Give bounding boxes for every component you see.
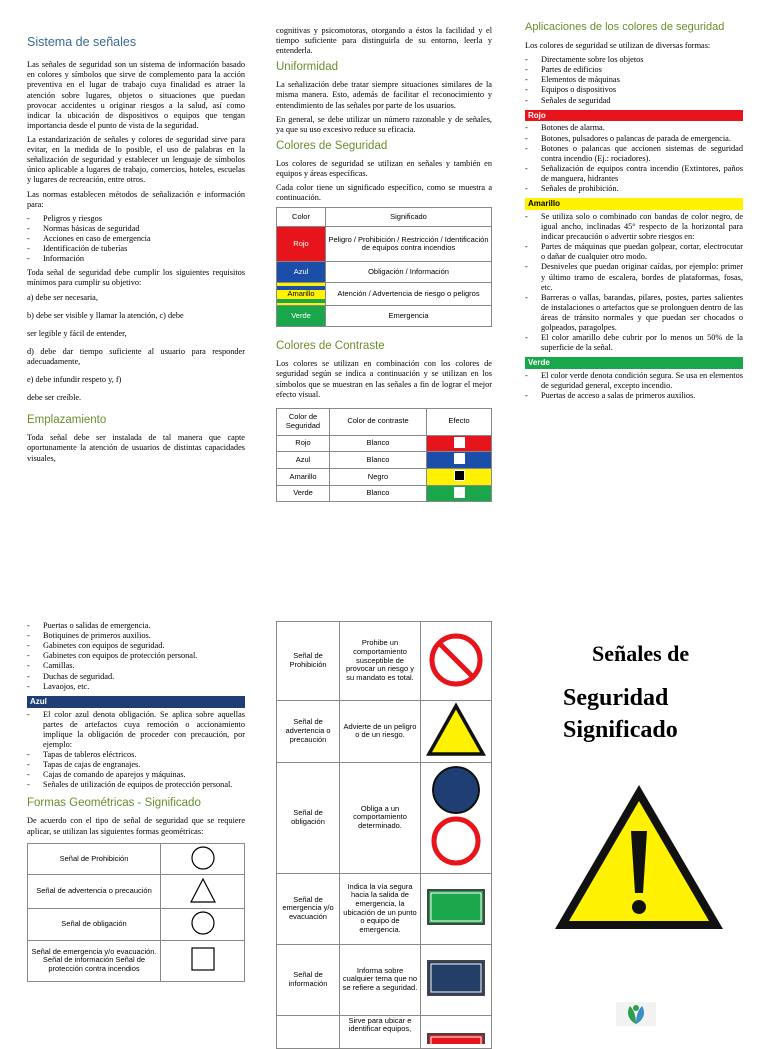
list-item: - Partes de máquinas que puedan golpear, cortar, electrocutar o dañar de cualquier otro modo. bbox=[525, 242, 743, 262]
paragraph: En general, se debe utilizar un número razonable y de señales, ya que su uso excesivo reduce su eficacia. bbox=[276, 114, 492, 134]
requirement: a) debe ser necesaria, bbox=[27, 292, 98, 302]
cover-title-line-2: Seguridad bbox=[563, 685, 669, 711]
list-item: - Lavaojos, etc. bbox=[27, 682, 245, 692]
circle-shape-icon bbox=[188, 845, 218, 871]
list-item: - Elementos de máquinas bbox=[525, 75, 743, 85]
square-icon bbox=[454, 437, 465, 448]
list-item: - Señales de utilización de equipos de protección personal. bbox=[27, 780, 245, 790]
color-heading-red: Rojo bbox=[525, 110, 743, 122]
prohibition-sign-icon bbox=[425, 629, 487, 691]
effect-swatch bbox=[427, 485, 492, 502]
effect-swatch bbox=[427, 452, 492, 469]
sign-icon-cell bbox=[421, 1015, 492, 1048]
square-shape-icon bbox=[188, 944, 218, 974]
color-cell: Rojo bbox=[277, 435, 330, 452]
paragraph: Los colores de seguridad se utilizan en señales y también en equipos y áreas específicas. bbox=[276, 158, 492, 179]
shape-cell bbox=[161, 940, 245, 981]
list-item: - Información bbox=[27, 254, 245, 264]
list-item: - Acciones en caso de emergencia bbox=[27, 234, 245, 244]
effect-swatch bbox=[427, 435, 492, 452]
table-header: Color de Seguridad bbox=[277, 408, 330, 435]
fire-protection-sign-icon bbox=[424, 1030, 488, 1044]
list-item: - Puertas de acceso a salas de primeros auxilios. bbox=[525, 391, 743, 401]
color-cell: Azul bbox=[277, 262, 326, 283]
list-item: - Barreras o vallas, barandas, pilares, postes, partes salientes de instalaciones o artefactos que se prolonguen dentro de las áreas de tránsito normales y que puedan ser chocados o golpeados, paragolpes. bbox=[525, 293, 743, 333]
column-2 bbox=[276, 26, 492, 502]
requirement: e) debe infundir respeto y, f) bbox=[27, 375, 122, 385]
shape-cell bbox=[161, 908, 245, 940]
sign-icon-cell bbox=[421, 701, 492, 763]
sign-name bbox=[277, 1015, 340, 1048]
color-heading-yellow: Amarillo bbox=[525, 198, 743, 210]
section-title: Colores de Contraste bbox=[276, 340, 385, 353]
table-header: Efecto bbox=[427, 408, 492, 435]
list-item: - Señales de prohibición. bbox=[525, 184, 743, 194]
shape-label: Señal de advertencia o precaución bbox=[28, 875, 161, 909]
table-row bbox=[277, 485, 492, 502]
color-cell: Rojo bbox=[277, 227, 326, 262]
list bbox=[525, 212, 743, 354]
section-title: Colores de Seguridad bbox=[276, 139, 388, 152]
cover-title-line-1: Señales de bbox=[592, 641, 690, 666]
leaf-logo-icon bbox=[616, 1002, 656, 1026]
list bbox=[525, 123, 743, 194]
list-item: - Tapas de cajas de engranajes. bbox=[27, 760, 245, 770]
table-row bbox=[277, 227, 492, 262]
shape-cell bbox=[161, 843, 245, 875]
square-icon bbox=[454, 487, 465, 498]
color-heading-blue: Azul bbox=[27, 696, 245, 708]
sign-description: Obliga a un comportamiento determinado. bbox=[340, 762, 421, 873]
contrast-cell: Blanco bbox=[330, 452, 427, 469]
table-row bbox=[277, 1015, 492, 1048]
column-1 bbox=[27, 35, 245, 468]
list-item: - Directamente sobre los objetos bbox=[525, 55, 743, 65]
circle-shape-icon bbox=[188, 910, 218, 936]
square-icon bbox=[454, 453, 465, 464]
sign-description: Sirve para ubicar e identificar equipos, bbox=[340, 1015, 421, 1048]
table-row bbox=[277, 435, 492, 452]
table-row bbox=[277, 452, 492, 469]
shape-label: Señal de emergencia y/o evacuación. Señal de información Señal de protección contra incendios bbox=[28, 940, 161, 981]
column-5 bbox=[276, 621, 492, 1049]
warning-triangle-icon bbox=[425, 702, 487, 758]
requirement: ser legible y fácil de entender, bbox=[27, 328, 127, 338]
contrast-cell: Blanco bbox=[330, 485, 427, 502]
paragraph: cognitivas y psicomotoras, otorgando a éstos la facilidad y el tiempo suficiente para distinguirla de su entorno, leerla y entenderla. bbox=[276, 26, 492, 56]
sign-icon-cell bbox=[421, 622, 492, 701]
paragraph: De acuerdo con el tipo de señal de seguridad que se requiere aplicar, se utilizan las siguientes formas geométricas: bbox=[27, 816, 245, 836]
cover-title-line-3: Significado bbox=[563, 717, 678, 743]
table-row bbox=[277, 469, 492, 486]
list-item: - Gabinetes con equipos de seguridad. bbox=[27, 641, 245, 651]
list-item: - Señalización de equipos contra incendio (Extintores, paños de manguera, hidrantes bbox=[525, 164, 743, 184]
sign-icon-cell bbox=[421, 762, 492, 873]
color-cell: Verde bbox=[277, 485, 330, 502]
color-meaning-table bbox=[276, 207, 492, 327]
contrast-cell: Blanco bbox=[330, 435, 427, 452]
shape-label: Señal de obligación bbox=[28, 908, 161, 940]
column-4 bbox=[27, 621, 245, 982]
paragraph: Las normas establecen métodos de señalización e información para: bbox=[27, 189, 245, 209]
table-row bbox=[28, 908, 245, 940]
table-header: Color de contraste bbox=[330, 408, 427, 435]
table-row bbox=[277, 944, 492, 1015]
paragraph: Cada color tiene un significado específico, como se muestra a continuación. bbox=[276, 183, 492, 203]
color-cell: Amarillo bbox=[277, 469, 330, 486]
list-item: - Normas básicas de seguridad bbox=[27, 224, 245, 234]
paragraph: La señalización debe tratar siempre situaciones similares de la misma manera. Esto, además de facilitar el reconocimiento y entendimiento de las señales por parte de los usuarios. bbox=[276, 80, 492, 110]
shapes-table bbox=[27, 843, 245, 982]
list-item: - Botones o palancas que accionen sistemas de seguridad contra incendio (Ej.: rociadores). bbox=[525, 144, 743, 164]
color-heading-green: Verde bbox=[525, 357, 743, 369]
cover-panel bbox=[520, 621, 760, 1024]
sign-name: Señal de advertencia o precaución bbox=[277, 701, 340, 763]
list-item: - Tapas de tableros eléctricos. bbox=[27, 750, 245, 760]
list-item: - El color verde denota condición segura. Se usa en elementos de seguridad general, excepto incendio. bbox=[525, 371, 743, 391]
meaning-cell: Atención / Advertencia de riesgo o peligros bbox=[326, 283, 492, 306]
meaning-cell: Emergencia bbox=[326, 306, 492, 327]
list-item: - Botones, pulsadores o palancas de parada de emergencia. bbox=[525, 134, 743, 144]
list-item: - Desniveles que puedan originar caídas, por ejemplo: primer y último tramo de escalera, bordes de plataformas, fosas, etc. bbox=[525, 262, 743, 292]
list-item: - El color amarillo debe cubrir por lo menos un 50% de la superficie de la señal. bbox=[525, 333, 743, 353]
emergency-sign-icon bbox=[424, 884, 488, 930]
requirement: d) debe dar tiempo suficiente al usuario para responder adecuadamente, bbox=[27, 346, 245, 366]
color-cell bbox=[277, 283, 326, 306]
list bbox=[27, 214, 245, 265]
paragraph: Toda señal debe ser instalada de tal manera que capte oportunamente la atención de usuarios de distintas capacidades visuales, bbox=[27, 433, 245, 463]
section-title: Formas Geométricas - Significado bbox=[27, 797, 201, 810]
section-title: Aplicaciones de los colores de seguridad bbox=[525, 21, 725, 33]
list-item: - Duchas de seguridad. bbox=[27, 672, 245, 682]
signs-table bbox=[276, 621, 492, 1049]
table-header: Significado bbox=[326, 208, 492, 227]
contrast-cell: Negro bbox=[330, 469, 427, 486]
table-header: Color bbox=[277, 208, 326, 227]
color-cell-label: Amarillo bbox=[277, 286, 325, 303]
section-title: Emplazamiento bbox=[27, 414, 107, 427]
section-title: Uniformidad bbox=[276, 61, 338, 74]
contrast-table bbox=[276, 408, 492, 503]
sign-description: Advierte de un peligro o de un riesgo. bbox=[340, 701, 421, 763]
list-item: - Señales de seguridad bbox=[525, 96, 743, 106]
shape-label: Señal de Prohibición bbox=[28, 843, 161, 875]
list bbox=[27, 710, 245, 791]
sign-name: Señal de obligación bbox=[277, 762, 340, 873]
table-row bbox=[277, 262, 492, 283]
sign-description: Indica la vía segura hacia la salida de emergencia, la ubicación de un punto o equipo de emergencia. bbox=[340, 873, 421, 944]
effect-swatch bbox=[427, 469, 492, 486]
information-sign-icon bbox=[424, 955, 488, 1001]
list-item: - Botones de alarma. bbox=[525, 123, 743, 133]
sign-icon-cell bbox=[421, 944, 492, 1015]
list-item: - Camillas. bbox=[27, 661, 245, 671]
meaning-cell: Peligro / Prohibición / Restricción / Identificación de equipos contra incendios bbox=[326, 227, 492, 262]
requirement: b) debe ser visible y llamar la atención, c) debe bbox=[27, 310, 184, 320]
list-item: - Botiquines de primeros auxilios. bbox=[27, 631, 245, 641]
color-cell: Verde bbox=[277, 306, 326, 327]
table-row bbox=[277, 283, 492, 306]
list-item: - Peligros y riesgos bbox=[27, 214, 245, 224]
meaning-cell: Obligación / Información bbox=[326, 262, 492, 283]
sign-name: Señal de información bbox=[277, 944, 340, 1015]
sign-icon-cell bbox=[421, 873, 492, 944]
shape-cell bbox=[161, 875, 245, 909]
table-row bbox=[277, 873, 492, 944]
paragraph: Las señales de seguridad son un sistema de información basado en colores y símbolos que sirve de complemento para la acción preventiva en el lugar de trabajo cuya finalidad es atraer la atención sobre lugares, objetos o situaciones que puedan provocar accidentes u originar riesgos a la salud, así como indicar la ubicación de dispositivos o equipos que tengan importancia desde el punto de vista de la seguridad. bbox=[27, 60, 245, 130]
table-row bbox=[28, 875, 245, 909]
sign-description: Prohibe un comportamiento susceptible de provocar un riesgo y su mandato es total. bbox=[340, 622, 421, 701]
table-row bbox=[277, 762, 492, 873]
sign-description: Informa sobre cualquier tema que no se refiere a seguridad. bbox=[340, 944, 421, 1015]
column-3 bbox=[525, 22, 743, 406]
table-row bbox=[28, 843, 245, 875]
list bbox=[27, 621, 245, 692]
triangle-shape-icon bbox=[188, 876, 218, 904]
list-item: - Gabinetes con equipos de protección personal. bbox=[27, 651, 245, 661]
paragraph: La estandarización de señales y colores de seguridad sirve para evitar, en la medida de lo posible, el uso de palabras en la señalización de seguridad y establecer un lenguaje de símbolos único aplicable a lugares de trabajo, comercios, hoteles, escuelas y lugares de recreación, entre otros. bbox=[27, 135, 245, 185]
paragraph: Los colores se utilizan en combinación con los colores de seguridad según se indica a continuación y se utilizan en los símbolos que se muestran en las señales a fin de lograr el mejor efecto visual. bbox=[276, 359, 492, 399]
table-row bbox=[28, 940, 245, 981]
table-row bbox=[277, 622, 492, 701]
list bbox=[525, 371, 743, 401]
color-cell: Azul bbox=[277, 452, 330, 469]
list-item: - El color azul denota obligación. Se aplica sobre aquellas partes de artefactos cuya remoción o accionamiento implique la obligación de proceder con precaución, por ejemplo: bbox=[27, 710, 245, 750]
list-item: - Equipos o dispositivos bbox=[525, 85, 743, 95]
list-item: - Identificación de tuberías bbox=[27, 244, 245, 254]
warning-sign-icon bbox=[551, 781, 727, 933]
paragraph: Toda señal de seguridad debe cumplir los siguientes requisitos mínimos para cumplir su objetivo: bbox=[27, 268, 245, 288]
list-item: - Puertas o salidas de emergencia. bbox=[27, 621, 245, 631]
sign-name: Señal de emergencia y/o evacuación bbox=[277, 873, 340, 944]
square-icon bbox=[454, 470, 465, 481]
list bbox=[525, 55, 743, 106]
sign-name: Señal de Prohibición bbox=[277, 622, 340, 701]
list-item: - Cajas de comando de aparejos y máquinas. bbox=[27, 770, 245, 780]
table-row bbox=[277, 701, 492, 763]
table-row bbox=[277, 306, 492, 327]
requirement: debe ser creíble. bbox=[27, 393, 82, 403]
list-item: - Se utiliza solo o combinado con bandas de color negro, de igual ancho, inclinadas 45° respecto de la horizontal para indicar precaución o advertir sobre riesgos en: bbox=[525, 212, 743, 242]
obligation-sign-icon bbox=[423, 764, 489, 868]
paragraph: Los colores de seguridad se utilizan de diversas formas: bbox=[525, 41, 711, 50]
section-title: Sistema de señales bbox=[27, 35, 137, 49]
list-item: - Partes de edificios bbox=[525, 65, 743, 75]
